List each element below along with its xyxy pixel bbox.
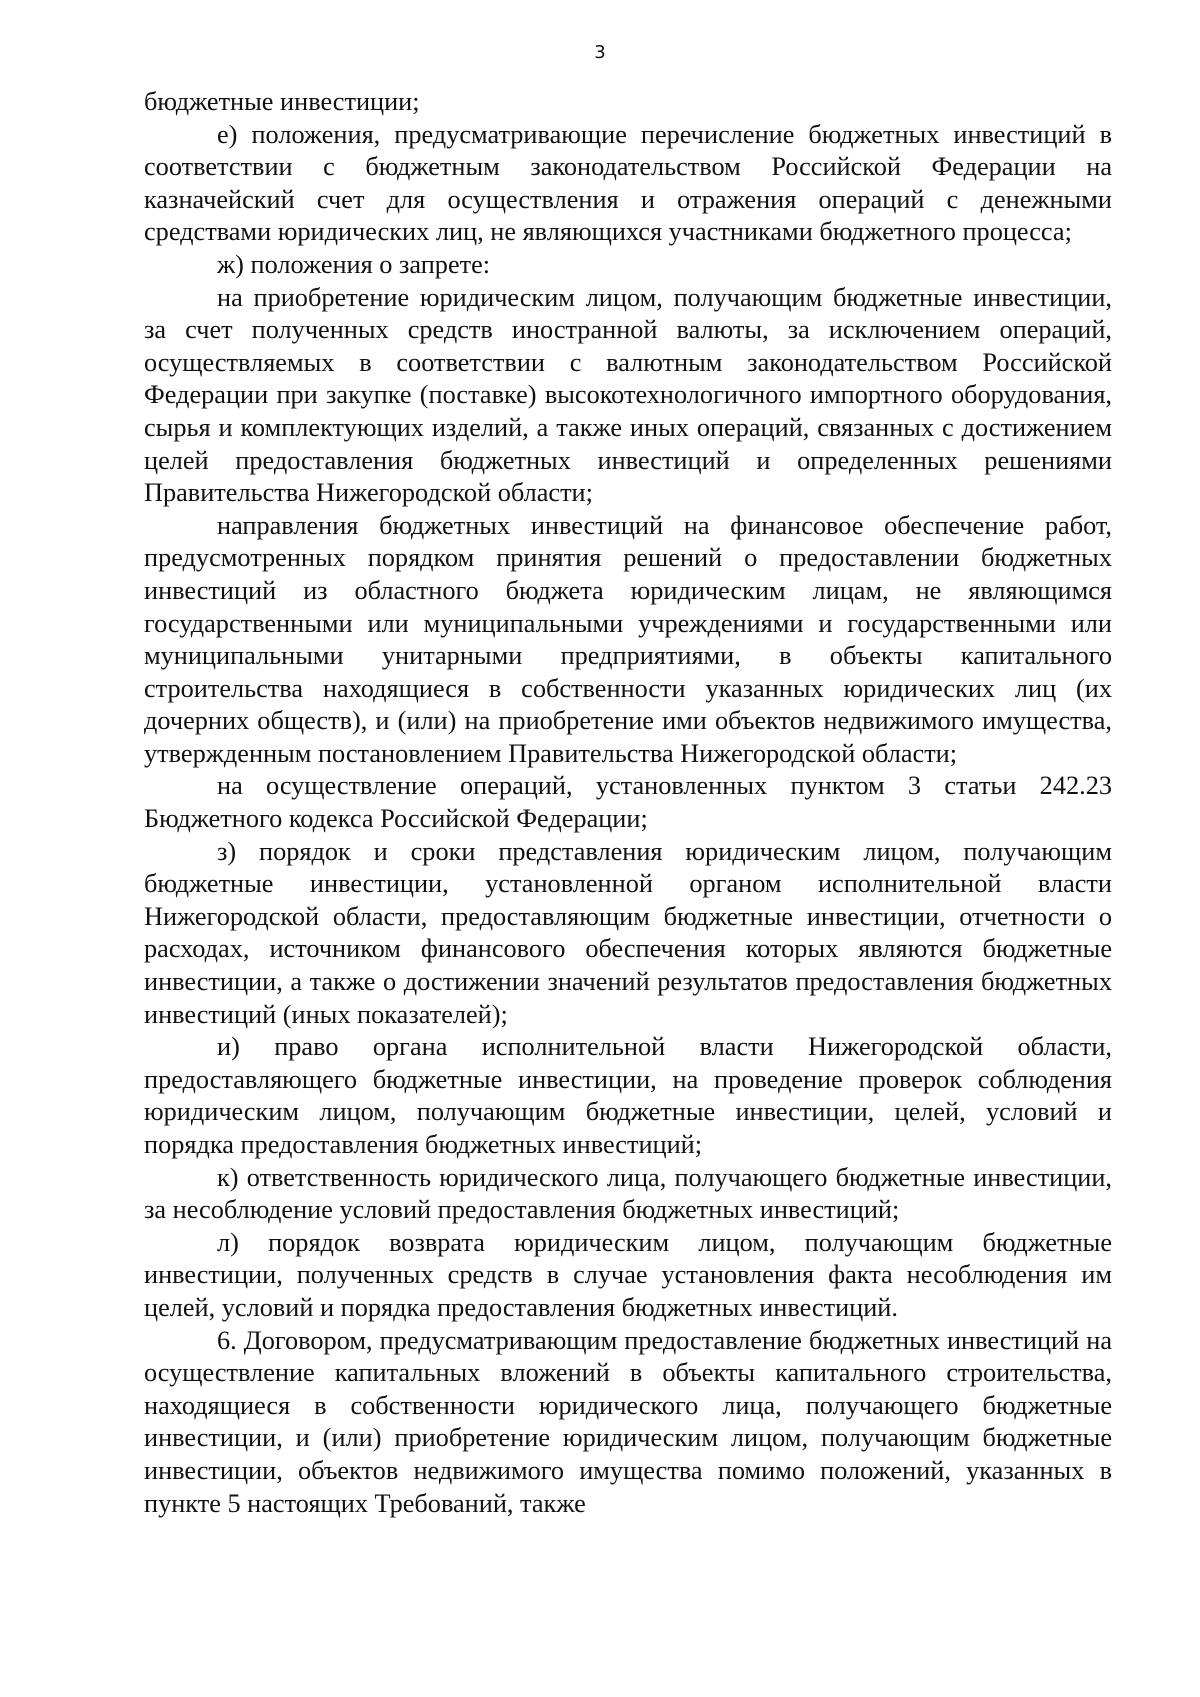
paragraph: ж) положения о запрете: bbox=[217, 249, 491, 279]
paragraph: л) порядок возврата юридическим лицом, получающим бюджетные инвестиции, полученных средств в случае установления факта несоблюдения им целей, условий и порядка предоставления бюджетных инвестиций. bbox=[144, 1227, 1112, 1322]
paragraph: з) порядок и сроки представления юридическим лицом, получающим бюджетные инвестиции, установленной органом исполнительной власти Нижегородской области, предоставляющим бюджетные инвестиции, отчетности о расходах, источником финансового обеспечения которых являются бюджетные инвестиции, а также о достижении значений результатов предоставления бюджетных инвестиций (иных показателей); bbox=[144, 836, 1112, 1029]
document-body bbox=[144, 86, 1112, 1520]
paragraph: и) право органа исполнительной власти Нижегородской области, предоставляющего бюджетные инвестиции, на проведение проверок соблюдения юридическим лицом, получающим бюджетные инвестиции, целей, условий и порядка предоставления бюджетных инвестиций; bbox=[144, 1032, 1112, 1159]
paragraph: на осуществление операций, установленных пунктом 3 статьи 242.23 Бюджетного кодекса Российской Федерации; bbox=[144, 771, 1112, 834]
paragraph: к) ответственность юридического лица, получающего бюджетные инвестиции, за несоблюдение условий предоставления бюджетных инвестиций; bbox=[144, 1162, 1112, 1225]
paragraph: на приобретение юридическим лицом, получающим бюджетные инвестиции, за счет полученных средств иностранной валюты, за исключением операций, осуществляемых в соответствии с валютным законодательством Российской Федерации при закупке (поставке) высокотехнологичного импортного оборудования, сырья и комплектующих изделий, а также иных операций, связанных с достижением целей предоставления бюджетных инвестиций и определенных решениями Правительства Нижегородской области; bbox=[144, 282, 1112, 508]
paragraph: бюджетные инвестиции; bbox=[144, 87, 420, 116]
paragraph: направления бюджетных инвестиций на финансовое обеспечение работ, предусмотренных порядком принятия решений о предоставлении бюджетных инвестиций из областного бюджета юридическим лицам, не являющимся государственными или муниципальными учреждениями и государственными или муниципальными унитарными предприятиями, в объекты капитального строительства находящиеся в собственности указанных юридических лиц (их дочерних обществ), и (или) на приобретение ими объектов недвижимого имущества, утвержденным постановлением Правительства Нижегородской области; bbox=[144, 510, 1112, 768]
paragraph: е) положения, предусматривающие перечисление бюджетных инвестиций в соответствии с бюджетным законодательством Российской Федерации на казначейский счет для осуществления и отражения операций с денежными средствами юридических лиц, не являющихся участниками бюджетного процесса; bbox=[144, 119, 1112, 247]
paragraph: 6. Договором, предусматривающим предоставление бюджетных инвестиций на осуществление капитальных вложений в объекты капитального строительства, находящиеся в собственности юридического лица, получающего бюджетные инвестиции, и (или) приобретение юридическим лицом, получающим бюджетные инвестиции, объектов недвижимого имущества помимо положений, указанных в пункте 5 настоящих Требований, также bbox=[144, 1325, 1112, 1518]
page-number: 3 bbox=[594, 42, 606, 63]
